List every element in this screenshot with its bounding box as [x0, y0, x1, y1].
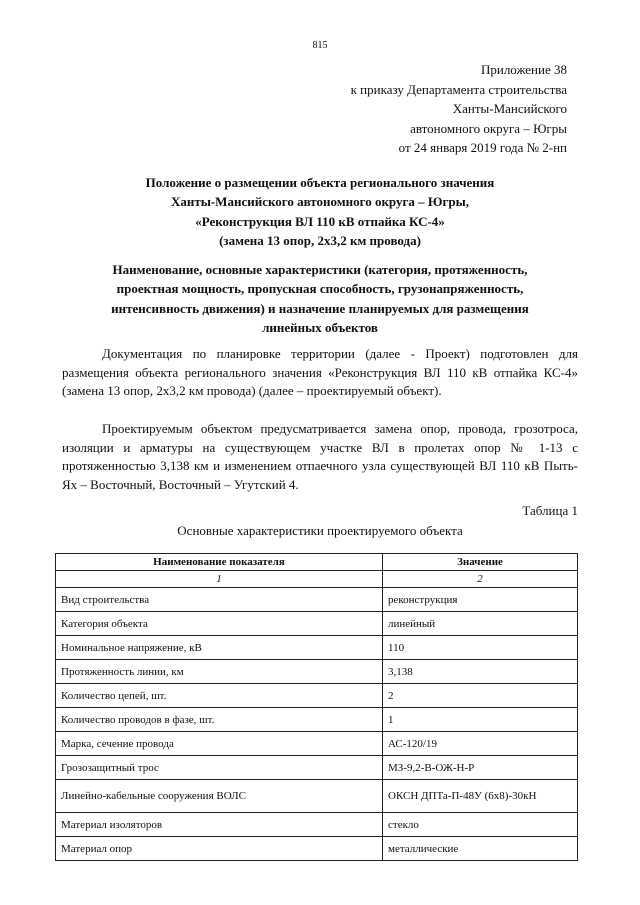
- appendix-line: от 24 января 2019 года № 2-нп: [398, 140, 567, 156]
- table-row: [56, 588, 578, 612]
- table-row: [56, 660, 578, 684]
- row-label: Номинальное напряжение, кВ: [56, 636, 383, 660]
- table-row: [56, 732, 578, 756]
- row-value: стекло: [383, 813, 578, 837]
- body-paragraph-2: Проектируемым объектом предусматривается замена опор, провода, грозотроса, изоляции и арматуры на существующем участке ВЛ в пролетах опор № 1-13 с протяженностью 3,138 км и изменением отпаечного узла существующей ВЛ 110 кВ Пыть-Ях – Восточный, Восточный – Угутский 4.: [62, 421, 578, 492]
- column-number: 1: [56, 571, 383, 588]
- row-value: 110: [383, 636, 578, 660]
- row-label: Грозозащитный трос: [56, 756, 383, 780]
- row-label: Материал изоляторов: [56, 813, 383, 837]
- table-row: [56, 684, 578, 708]
- column-number: 2: [383, 571, 578, 588]
- row-value: 1: [383, 708, 578, 732]
- appendix-block: [351, 60, 567, 158]
- title-line: (замена 13 опор, 2х3,2 км провода): [219, 232, 421, 248]
- heading-line: линейных объектов: [262, 319, 378, 335]
- table-header-row: [56, 554, 578, 571]
- table-caption: Основные характеристики проектируемого объекта: [177, 523, 463, 538]
- row-label: Количество проводов в фазе, шт.: [56, 708, 383, 732]
- heading-line: Наименование, основные характеристики (категория, протяженность,: [112, 262, 528, 277]
- table-row: [56, 708, 578, 732]
- row-value: 3,138: [383, 660, 578, 684]
- table-row: [56, 813, 578, 837]
- title-line: Положение о размещении объекта регионального значения: [145, 175, 495, 190]
- row-value: ОКСН ДПТа-П-48У (6х8)-30кН: [383, 780, 578, 813]
- characteristics-table: [55, 553, 578, 861]
- row-value: реконструкция: [383, 588, 578, 612]
- table-row: [56, 756, 578, 780]
- appendix-line: Приложение 38: [480, 62, 567, 77]
- table-row: [56, 780, 578, 813]
- table-row: [56, 837, 578, 861]
- heading-line: проектная мощность, пропускная способность, грузонапряженность,: [116, 281, 524, 297]
- row-value: 2: [383, 684, 578, 708]
- row-label: Вид строительства: [56, 588, 383, 612]
- appendix-line: Ханты-Мансийского: [452, 101, 567, 117]
- body-paragraph-1: Документация по планировке территории (далее - Проект) подготовлен для размещения объекта регионального значения «Реконструкция ВЛ 110 кВ отпайка КС-4» (замена 13 опор, 2х3,2 км провода) (далее – проектируемый объект).: [62, 346, 578, 399]
- row-value: линейный: [383, 612, 578, 636]
- table-row: [56, 636, 578, 660]
- section-heading: [0, 260, 640, 337]
- title-line: Ханты-Мансийского автономного округа – Югры,: [170, 194, 470, 210]
- row-label: Материал опор: [56, 837, 383, 861]
- row-label: Линейно-кабельные сооружения ВОЛС: [56, 780, 383, 813]
- row-label: Марка, сечение провода: [56, 732, 383, 756]
- heading-line: интенсивность движения) и назначение планируемых для размещения: [111, 300, 529, 316]
- title-line: «Реконструкция ВЛ 110 кВ отпайка КС-4»: [195, 213, 445, 229]
- header-cell-value: Значение: [383, 554, 578, 571]
- row-label: Протяженность линии, км: [56, 660, 383, 684]
- row-value: металлические: [383, 837, 578, 861]
- row-value: МЗ-9,2-В-ОЖ-Н-Р: [383, 756, 578, 780]
- document-title: [0, 173, 640, 250]
- page-number: 815: [312, 40, 328, 51]
- row-label: Количество цепей, шт.: [56, 684, 383, 708]
- row-label: Категория объекта: [56, 612, 383, 636]
- table-label: Таблица 1: [522, 503, 578, 518]
- table-row: [56, 612, 578, 636]
- header-cell-name: Наименование показателя: [56, 554, 383, 571]
- appendix-line: к приказу Департамента строительства: [350, 81, 567, 97]
- row-value: АС-120/19: [383, 732, 578, 756]
- appendix-line: автономного округа – Югры: [410, 120, 567, 136]
- column-number-row: [56, 571, 578, 588]
